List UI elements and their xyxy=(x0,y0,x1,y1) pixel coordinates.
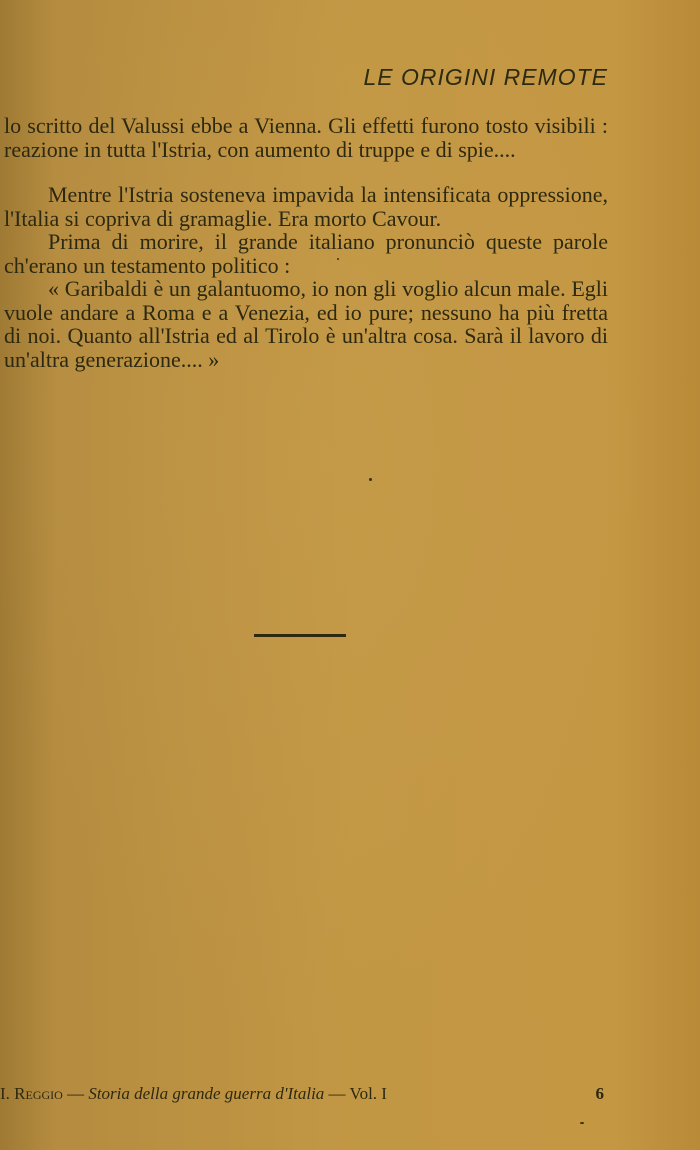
page-footer xyxy=(0,1084,606,1104)
paragraph-2: Mentre l'Istria sosteneva impavida la intensificata oppressione, l'Italia si copriva di gramaglie. Era morto Cavour. xyxy=(4,182,608,231)
footer-dash-2: — xyxy=(324,1084,350,1103)
paragraph-3: Prima di morire, il grande italiano pronunciò queste parole ch'erano un testamento politico : xyxy=(4,229,608,278)
footer-book-title: Storia della grande guerra d'Italia xyxy=(88,1084,325,1103)
paper-speck xyxy=(580,1122,584,1124)
footer-volume: Vol. I xyxy=(349,1084,387,1103)
paragraph-4-quote: « Garibaldi è un galantuomo, io non gli voglio alcun male. Egli vuole andare a Roma e a Venezia, ed io pure; nessuno ha più fretta di noi. Quanto all'Istria ed al Tirolo è un'altra cosa. Sarà il lavoro di un'altra generazione.... » xyxy=(4,276,608,372)
page-number: 6 xyxy=(595,1084,604,1103)
running-head: LE ORIGINI REMOTE xyxy=(363,64,608,90)
body-text xyxy=(4,114,608,371)
paper-speck xyxy=(337,258,339,260)
section-divider xyxy=(254,634,346,637)
footer-dash-1: — xyxy=(62,1084,89,1103)
footer-author: I. Reggio xyxy=(0,1084,63,1103)
paper-speck xyxy=(369,478,372,481)
paragraph-1: lo scritto del Valussi ebbe a Vienna. Gli effetti furono tosto visibili : reazione in tutta l'Istria, con aumento di truppe e di spie.... xyxy=(4,113,608,162)
